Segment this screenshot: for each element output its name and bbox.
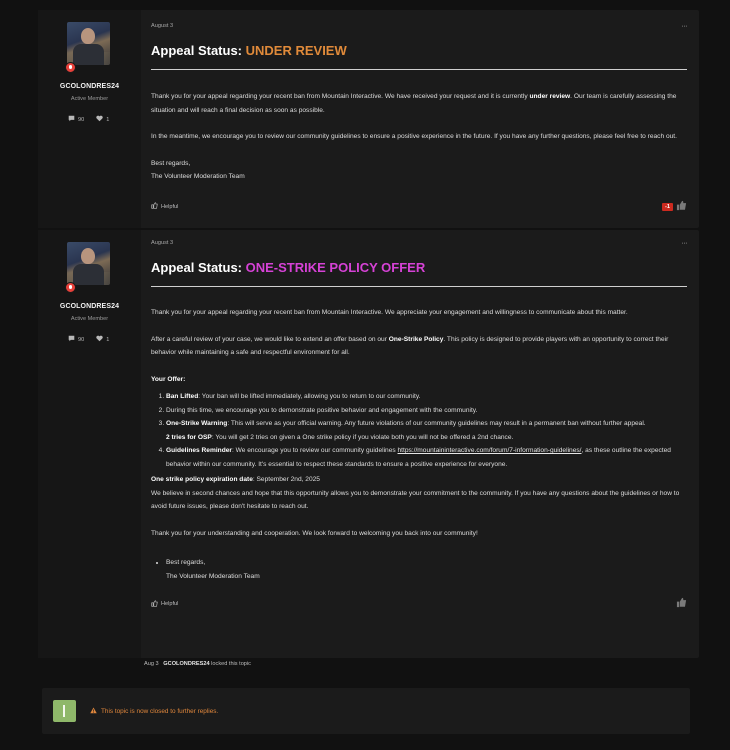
signoff: Best regards, bbox=[151, 159, 191, 167]
signoff: • Best regards, The Volunteer Moderation Team bbox=[166, 556, 687, 583]
comment-icon bbox=[68, 335, 75, 344]
negative-reaction-count: -1 bbox=[662, 203, 673, 211]
title-prefix: Appeal Status: bbox=[151, 260, 246, 275]
lock-icon bbox=[53, 700, 76, 722]
lock-date[interactable]: Aug 3 bbox=[144, 661, 159, 667]
like-icon[interactable] bbox=[676, 595, 687, 613]
status-label: UNDER REVIEW bbox=[245, 43, 347, 58]
heart-icon bbox=[96, 335, 103, 344]
paragraph: Thank you for your understanding and cooperation. We look forward to welcoming you back into our community! bbox=[151, 529, 478, 537]
lock-user[interactable]: GCOLONDRES24 bbox=[163, 661, 210, 667]
lock-event: Aug 3 GCOLONDRES24 locked this topic bbox=[144, 661, 251, 667]
post-date[interactable]: August 3 bbox=[151, 240, 174, 246]
paragraph: After a careful review of your case, we would like to extend an offer based on our One-Strike Policy. This policy is designed to provide players with an opportunity to correct their behavior while maintaining a safe and respectful environment for all. bbox=[151, 335, 669, 356]
comment-icon bbox=[68, 115, 75, 124]
list-item: 3. One-Strike Warning: This will serve as your official warning. Any future violations of our community guidelines may result in a permanent ban without further appeal. 2 tries for OSP: You will get 2 tries on given a One strike policy if you violate both you will not be offered a 2nd chance. bbox=[166, 417, 687, 444]
post-count: 90 bbox=[78, 116, 85, 123]
author-stats bbox=[68, 115, 109, 124]
post-date[interactable]: August 3 bbox=[151, 23, 174, 29]
paragraph: We believe in second chances and hope that this opportunity allows you to demonstrate your commitment to the community. If you have any questions about the guidelines or how to avoid future issues, please don't hesitate to reach out. bbox=[151, 489, 680, 510]
reaction-summary[interactable] bbox=[662, 198, 687, 216]
rank-badge-icon bbox=[65, 282, 76, 293]
list-item: 2. During this time, we encourage you to demonstrate positive behavior and engagement with the community. bbox=[166, 404, 687, 418]
author-name[interactable]: GCOLONDRES24 bbox=[59, 303, 120, 310]
thumbs-up-icon bbox=[151, 202, 158, 211]
post-list bbox=[38, 10, 699, 658]
status-label: ONE-STRIKE POLICY OFFER bbox=[245, 260, 426, 275]
team-name: The Volunteer Moderation Team bbox=[151, 173, 245, 180]
like-icon[interactable] bbox=[676, 198, 687, 216]
team-name: The Volunteer Moderation Team bbox=[166, 572, 260, 580]
reputation-count: 1 bbox=[106, 116, 110, 123]
rank-badge-icon bbox=[65, 62, 76, 73]
author-stats bbox=[68, 335, 109, 344]
paragraph: In the meantime, we encourage you to review our community guidelines to ensure a positive experience in the future. If you have any further questions, please feel free to reach out. bbox=[151, 133, 677, 140]
paragraph: Thank you for your appeal regarding your recent ban from Mountain Interactive. We have received your request and it is currently under review. Our team is carefully assessing the situation and will reach a final decision as soon as possible. bbox=[151, 93, 677, 114]
title-prefix: Appeal Status: bbox=[151, 43, 246, 58]
author-panel bbox=[38, 230, 141, 658]
post-count: 90 bbox=[78, 336, 85, 343]
post-under-review bbox=[38, 10, 699, 228]
list-item: 4. Guidelines Reminder: We encourage you to review our community guidelines https://mountaininteractive.com/forum/7-information-guidelines/, as these outline the expected behavior within our community. It's essential to respect these standards to ensure a positive experience for everyone. bbox=[166, 444, 687, 471]
warning-icon bbox=[90, 707, 97, 716]
reaction-summary[interactable] bbox=[676, 595, 687, 613]
post-one-strike-offer bbox=[38, 230, 699, 658]
topic-closed-notice bbox=[42, 688, 690, 734]
guidelines-link[interactable]: https://mountaininteractive.com/forum/7-information-guidelines/ bbox=[397, 447, 582, 454]
author-role: Active Member bbox=[70, 316, 109, 322]
thumbs-up-icon bbox=[151, 600, 158, 609]
post-body bbox=[151, 90, 687, 184]
list-item: 1. Ban Lifted: Your ban will be lifted immediately, allowing you to return to our community. bbox=[166, 390, 687, 404]
author-panel bbox=[38, 10, 141, 228]
helpful-button[interactable]: Helpful bbox=[151, 600, 178, 609]
author-name[interactable]: GCOLONDRES24 bbox=[59, 83, 120, 90]
closed-message: This topic is now closed to further replies. bbox=[90, 707, 218, 716]
heart-icon bbox=[96, 115, 103, 124]
offer-heading: Your Offer: bbox=[151, 375, 186, 383]
offer-list bbox=[166, 390, 687, 471]
post-body bbox=[151, 306, 687, 583]
divider bbox=[151, 286, 687, 287]
author-role: Active Member bbox=[70, 96, 109, 102]
more-options-icon[interactable]: ··· bbox=[681, 22, 687, 30]
expiry-line: One strike policy expiration date: September 2nd, 2025 bbox=[151, 476, 320, 483]
helpful-button[interactable]: Helpful bbox=[151, 202, 178, 211]
post-title bbox=[151, 260, 687, 275]
reputation-count: 1 bbox=[106, 336, 110, 343]
divider bbox=[151, 69, 687, 70]
avatar[interactable] bbox=[67, 22, 110, 65]
more-options-icon[interactable]: ··· bbox=[681, 239, 687, 247]
paragraph: Thank you for your appeal regarding your recent ban from Mountain Interactive. We appreciate your engagement and willingness to communicate about this matter. bbox=[151, 309, 628, 316]
signature-list bbox=[166, 556, 687, 583]
avatar[interactable] bbox=[67, 242, 110, 285]
post-title bbox=[151, 43, 687, 58]
